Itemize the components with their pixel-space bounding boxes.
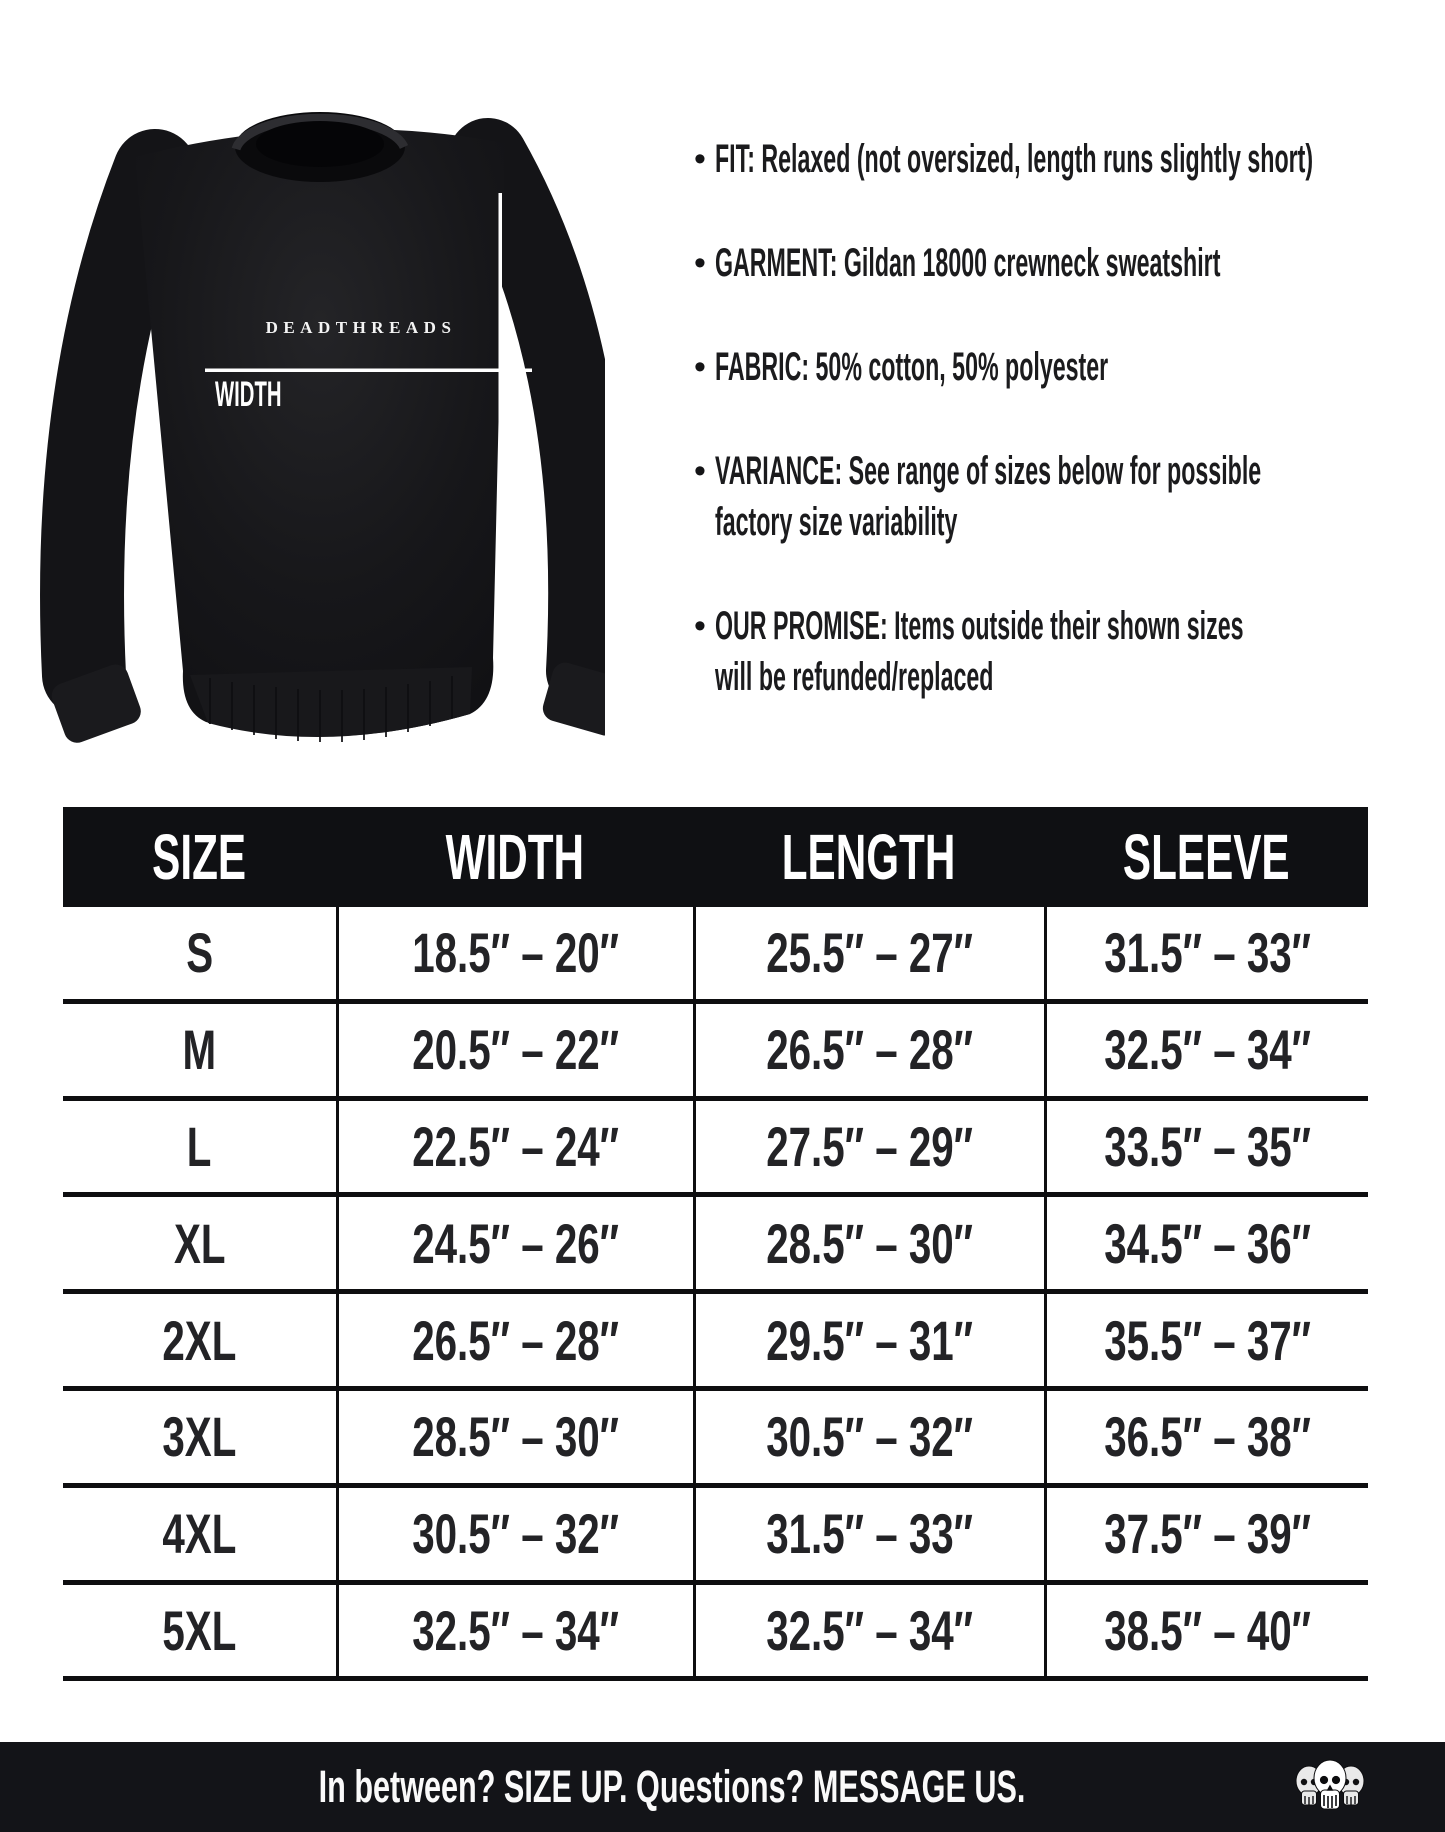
cell-value: L xyxy=(187,1114,212,1178)
measurement-cell xyxy=(336,1197,693,1294)
measurement-cell xyxy=(693,1004,1044,1101)
product-note-text xyxy=(715,446,1261,548)
product-note-text xyxy=(715,342,1108,393)
product-note-line: FABRIC: 50% cotton, 50% polyester xyxy=(715,345,1109,389)
cell-value: 28.5″ – 30″ xyxy=(412,1405,620,1469)
size-label-cell xyxy=(63,1294,336,1391)
cell-value: 24.5″ – 26″ xyxy=(412,1211,620,1275)
measurement-cell xyxy=(336,1585,693,1682)
sleeve-right xyxy=(488,158,588,671)
measurement-cell xyxy=(693,1488,1044,1585)
product-note-item xyxy=(694,134,1394,185)
size-label-cell xyxy=(63,1585,336,1682)
measurement-cell xyxy=(336,1391,693,1488)
product-note-line: VARIANCE: See range of sizes below for possible xyxy=(715,449,1262,493)
sweatshirt-figure xyxy=(40,103,605,748)
size-label-cell xyxy=(63,1488,336,1585)
bullet-dot-icon: • xyxy=(694,348,706,386)
cell-value: 2XL xyxy=(162,1308,237,1372)
cell-value: M xyxy=(182,1018,217,1082)
cell-value: 38.5″ – 40″ xyxy=(1104,1598,1311,1662)
size-chart-header-row xyxy=(63,807,1368,907)
cell-value: S xyxy=(186,921,213,985)
product-note-item xyxy=(694,238,1394,289)
size-chart-table xyxy=(63,807,1368,1681)
cell-value: 32.5″ – 34″ xyxy=(766,1598,974,1662)
product-notes-list xyxy=(694,134,1394,756)
product-note-line: will be refunded/replaced xyxy=(715,655,994,699)
length-measure-line xyxy=(499,193,503,738)
product-note-text xyxy=(715,238,1220,289)
bullet-dot-icon: • xyxy=(694,244,706,282)
size-label-cell xyxy=(63,1101,336,1198)
column-header-sleeve: SLEEVE xyxy=(1122,821,1290,893)
measurement-cell xyxy=(693,1585,1044,1682)
cell-value: 31.5″ – 33″ xyxy=(1104,921,1311,985)
size-chart-body xyxy=(63,907,1368,1681)
cell-value: 26.5″ – 28″ xyxy=(412,1308,620,1372)
footer-message: In between? SIZE UP. Questions? MESSAGE US. xyxy=(318,1761,1025,1812)
size-label-cell xyxy=(63,1197,336,1294)
bullet-dot-icon: • xyxy=(694,607,706,645)
cell-value: 28.5″ – 30″ xyxy=(766,1211,974,1275)
sweatshirt-illustration xyxy=(40,103,605,748)
product-note-item xyxy=(694,342,1394,393)
product-note-text xyxy=(715,601,1244,703)
column-header-length: LENGTH xyxy=(781,821,956,893)
footer-bar xyxy=(0,1742,1445,1832)
bullet-dot-icon: • xyxy=(694,452,706,490)
cell-value: 22.5″ – 24″ xyxy=(412,1114,620,1178)
size-label-cell xyxy=(63,1004,336,1101)
cell-value: 34.5″ – 36″ xyxy=(1104,1211,1311,1275)
column-header-size: SIZE xyxy=(152,821,247,893)
cell-value: XL xyxy=(173,1211,226,1275)
width-measure-label: WIDTH xyxy=(215,375,282,415)
product-note-line: OUR PROMISE: Items outside their shown sizes xyxy=(715,604,1244,648)
cell-value: 3XL xyxy=(162,1405,237,1469)
product-note-text xyxy=(715,134,1313,185)
width-measure-line xyxy=(205,369,532,373)
cell-value: 30.5″ – 32″ xyxy=(412,1502,620,1566)
cell-value: 27.5″ – 29″ xyxy=(766,1114,974,1178)
shirt-print-deadthreads: DEADTHREADS xyxy=(265,318,457,337)
measurement-cell xyxy=(1044,1391,1368,1488)
size-label-cell xyxy=(63,1391,336,1488)
measurement-cell xyxy=(1044,907,1368,1004)
measurement-cell xyxy=(1044,1585,1368,1682)
measurement-cell xyxy=(336,907,693,1004)
measurement-cell xyxy=(1044,1197,1368,1294)
cell-value: 33.5″ – 35″ xyxy=(1104,1114,1311,1178)
measurement-cell xyxy=(336,1488,693,1585)
cell-value: 35.5″ – 37″ xyxy=(1104,1308,1311,1372)
cell-value: 37.5″ – 39″ xyxy=(1104,1502,1311,1566)
three-skulls-icon xyxy=(1293,1751,1367,1828)
measurement-cell xyxy=(336,1004,693,1101)
product-note-line: FIT: Relaxed (not oversized, length runs slightly short) xyxy=(715,137,1314,181)
collar-opening xyxy=(256,121,384,167)
cell-value: 31.5″ – 33″ xyxy=(766,1502,974,1566)
bullet-dot-icon: • xyxy=(694,140,706,178)
measurement-cell xyxy=(693,1391,1044,1488)
cell-value: 36.5″ – 38″ xyxy=(1104,1405,1311,1469)
product-note-item xyxy=(694,446,1394,548)
measurement-cell xyxy=(336,1101,693,1198)
product-note-line: GARMENT: Gildan 18000 crewneck sweatshirt xyxy=(715,241,1221,285)
cell-value: 25.5″ – 27″ xyxy=(766,921,974,985)
measurement-cell xyxy=(1044,1004,1368,1101)
measurement-cell xyxy=(1044,1294,1368,1391)
cell-value: 20.5″ – 22″ xyxy=(412,1018,620,1082)
measurement-cell xyxy=(336,1294,693,1391)
cell-value: 18.5″ – 20″ xyxy=(412,921,620,985)
sweatshirt-body xyxy=(135,129,505,737)
measurement-cell xyxy=(1044,1101,1368,1198)
measurement-cell xyxy=(693,1197,1044,1294)
cell-value: 29.5″ – 31″ xyxy=(766,1308,974,1372)
measurement-cell xyxy=(693,907,1044,1004)
product-note-item xyxy=(694,601,1394,703)
skull-center xyxy=(1314,1760,1346,1809)
measurement-cell xyxy=(1044,1488,1368,1585)
cell-value: 5XL xyxy=(162,1598,237,1662)
measurement-cell xyxy=(693,1101,1044,1198)
cell-value: 30.5″ – 32″ xyxy=(766,1405,974,1469)
cell-value: 32.5″ – 34″ xyxy=(1104,1018,1311,1082)
cell-value: 26.5″ – 28″ xyxy=(766,1018,974,1082)
column-header-width: WIDTH xyxy=(445,821,584,893)
cell-value: 32.5″ – 34″ xyxy=(412,1598,620,1662)
size-label-cell xyxy=(63,907,336,1004)
length-measure-label: LENGTH xyxy=(497,468,537,552)
product-note-line: factory size variability xyxy=(715,500,958,544)
cell-value: 4XL xyxy=(162,1502,237,1566)
measurement-cell xyxy=(693,1294,1044,1391)
